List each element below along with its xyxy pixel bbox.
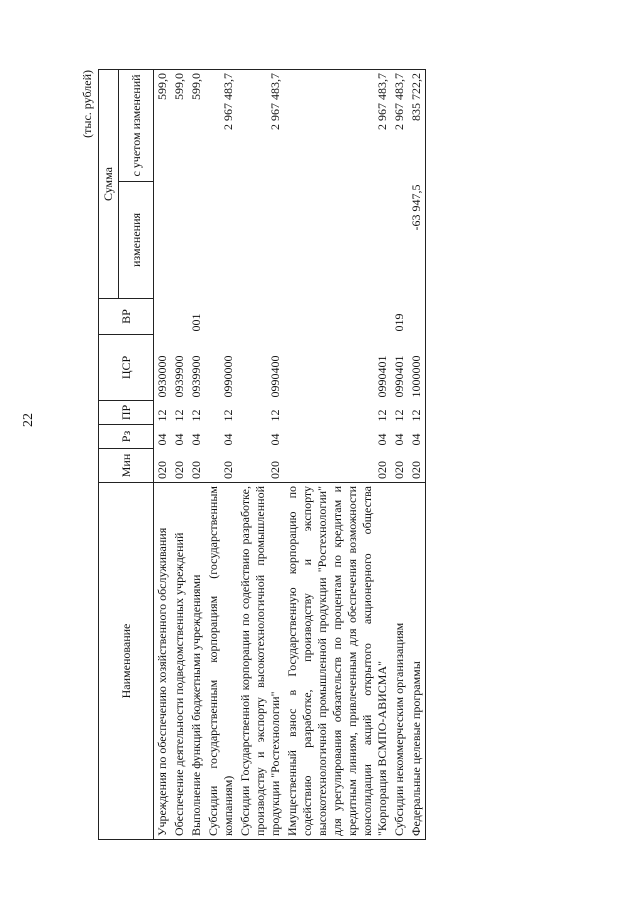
row-changes: [205, 182, 237, 299]
row-min: 020: [189, 461, 203, 479]
row-changes: [284, 182, 391, 299]
row-csr: 0990401: [375, 355, 389, 398]
header-csr: ЦСР: [99, 335, 154, 401]
row-rz: 04: [408, 425, 426, 449]
row-name: Субсидии некоммерческим организациям: [391, 483, 408, 840]
row-pr: 12: [408, 401, 426, 425]
row-pr: 12: [189, 409, 203, 422]
row-vr: [154, 299, 172, 335]
row-changes: -63 947,5: [408, 182, 426, 299]
row-csr: 0990000: [221, 355, 235, 398]
page-number: 22: [21, 413, 36, 427]
row-min: 020: [408, 449, 426, 483]
row-name: Субсидии государственным корпорациям (государственным компаниям): [205, 483, 237, 840]
row-rz: 04: [189, 433, 203, 446]
row-name: Обеспечение деятельности подведомственных учреждений: [171, 483, 188, 840]
row-pr: 12: [375, 409, 389, 422]
units-label: (тыс. рублей): [80, 70, 94, 138]
row-total: 2 967 483,7: [391, 69, 408, 181]
row-pr: 12: [172, 409, 186, 422]
row-rz: 04: [268, 433, 282, 446]
header-vr: ВР: [99, 299, 154, 335]
row-csr: 0939900: [189, 355, 203, 398]
table-row: [205, 69, 237, 839]
row-min: 020: [172, 461, 186, 479]
row-vr: [408, 299, 426, 335]
row-rz: 04: [155, 433, 169, 446]
row-csr: 0990401: [392, 355, 406, 398]
row-min: 020: [221, 461, 235, 479]
row-vr: [205, 299, 237, 335]
row-changes: [391, 182, 408, 299]
row-total: 2 967 483,7: [205, 69, 237, 181]
row-min: 020: [375, 461, 389, 479]
row-total: 2 967 483,7: [237, 69, 284, 181]
budget-table: [98, 69, 426, 840]
row-changes: [237, 182, 284, 299]
row-changes: [188, 182, 205, 299]
row-csr: 0930000: [155, 355, 169, 398]
row-min: 020: [155, 461, 169, 479]
header-rz: Рз: [99, 425, 154, 449]
row-rz: 04: [375, 433, 389, 446]
header-with-changes: с учетом изменений: [119, 69, 154, 181]
row-name: Учреждения по обеспечению хозяйственного обслуживания: [154, 483, 172, 840]
header-pr: ПР: [99, 401, 154, 425]
row-csr: 1000000: [408, 335, 426, 401]
table-row: [284, 69, 391, 839]
row-total: 599,0: [171, 69, 188, 181]
header-changes: изменения: [119, 182, 154, 299]
row-total: 2 967 483,7: [284, 69, 391, 181]
row-name: Субсидии Государственной корпорации по содействию разработке, производству и экспорту высокотехнологичной промышленной продукции "Ростехнологии": [237, 483, 284, 840]
row-vr: [237, 299, 284, 335]
table-row: [408, 69, 426, 839]
header-sum: Сумма: [99, 69, 119, 298]
row-name: Федеральные целевые программы: [408, 483, 426, 840]
row-csr: 0990400: [268, 355, 282, 398]
row-name: Выполнение функций бюджетными учреждениями: [188, 483, 205, 840]
row-vr: [171, 299, 188, 335]
row-total: 835 722,2: [408, 69, 426, 181]
row-pr: 12: [155, 409, 169, 422]
row-name: Имущественный взнос в Государственную корпорацию по содействию разработке, производству и экспорту высокотехнологичной промышленной продукции "Ростехнологии" для урегулирования обязательств по процентам по кредитам и кредитным линиям, привлеченным для обеспечения возможности консолидации акций открытого акционерного общества "Корпорация ВСМПО-АВИСМА": [284, 483, 391, 840]
row-pr: 12: [221, 409, 235, 422]
row-min: 020: [392, 461, 406, 479]
row-total: 599,0: [154, 69, 172, 181]
table-row: [391, 69, 408, 839]
row-csr: 0939900: [172, 355, 186, 398]
row-vr: 001: [189, 313, 203, 332]
row-changes: [171, 182, 188, 299]
budget-sheet: [80, 70, 570, 840]
row-vr: [284, 299, 391, 335]
row-total: 599,0: [188, 69, 205, 181]
row-pr: 12: [392, 409, 406, 422]
row-min: 020: [268, 461, 282, 479]
table-row: [188, 69, 205, 839]
table-row: [154, 69, 172, 839]
row-rz: 04: [172, 433, 186, 446]
row-rz: 04: [221, 433, 235, 446]
row-changes: [154, 182, 172, 299]
row-vr: 019: [392, 313, 406, 332]
table-row: [237, 69, 284, 839]
header-min: Мин: [99, 449, 154, 483]
row-rz: 04: [392, 433, 406, 446]
row-pr: 12: [268, 409, 282, 422]
table-row: [171, 69, 188, 839]
header-name: Наименование: [99, 483, 154, 840]
